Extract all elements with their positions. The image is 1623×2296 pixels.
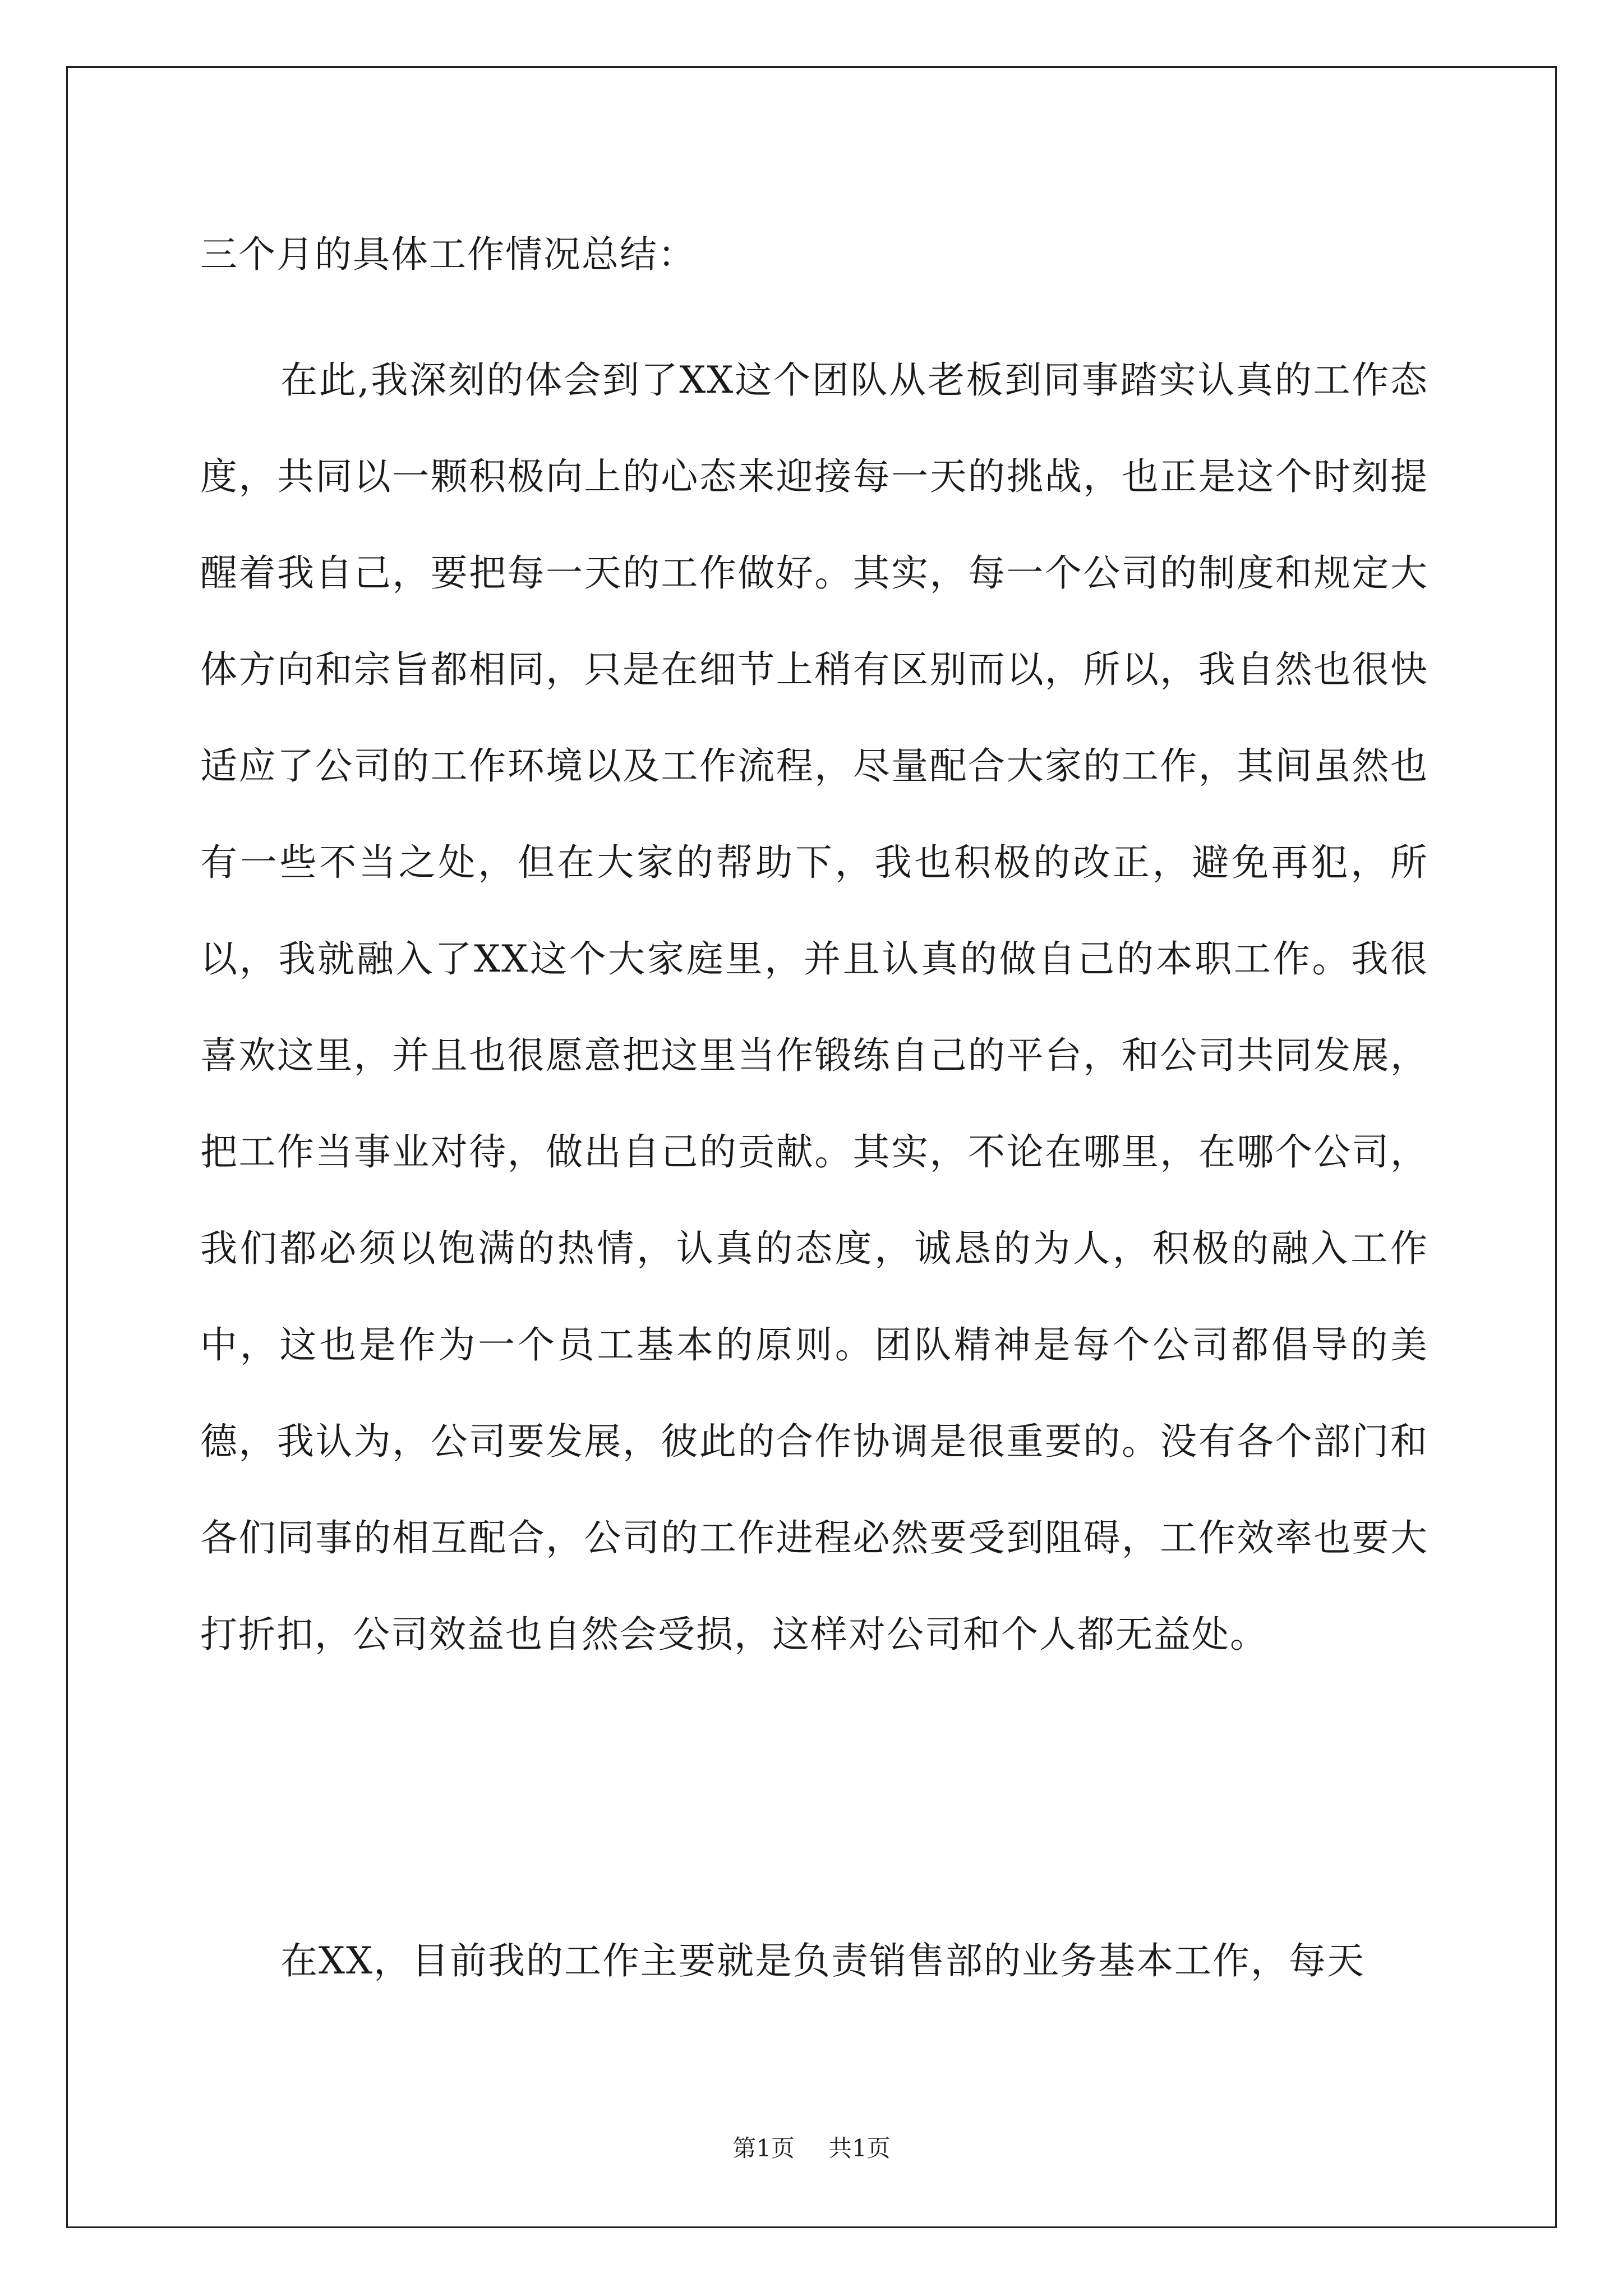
page-number-current: 第1页: [732, 2134, 795, 2162]
body-paragraph: 在XX，目前我的工作主要就是负责销售部的业务基本工作，每天: [280, 1939, 1365, 1982]
page-footer: [0, 2132, 1623, 2165]
section-heading: 三个月的具体工作情况总结：: [200, 233, 696, 276]
body-paragraph: 在此,我深刻的体会到了XX这个团队从老板到同事踏实认真的工作态度，共同以一颗积极向上的心态来迎接每一天的挑战，也正是这个时刻提醒着我自己，要把每一天的工作做好。其实，每一个公司的制度和规定大体方向和宗旨都相同，只是在细节上稍有区别而以，所以，我自然也很快适应了公司的工作环境以及工作流程，尽量配合大家的工作，其间虽然也有一些不当之处，但在大家的帮助下，我也积极的改正，避免再犯，所以，我就融入了XX这个大家庭里，并且认真的做自己的本职工作。我很喜欢这里，并且也很愿意把这里当作锻练自己的平台，和公司共同发展，把工作当事业对待，做出自己的贡献。其实，不论在哪里，在哪个公司，我们都必须以饱满的热情，认真的态度，诚恳的为人，积极的融入工作中，这也是作为一个员工基本的原则。团队精神是每个公司都倡导的美德，我认为，公司要发展，彼此的合作协调是很重要的。没有各个部门和各们同事的相互配合，公司的工作进程必然要受到阻碍，工作效率也要大打折扣，公司效益也自然会受损，这样对公司和个人都无益处。: [200, 358, 1428, 1656]
page-number-total: 共1页: [828, 2134, 891, 2162]
